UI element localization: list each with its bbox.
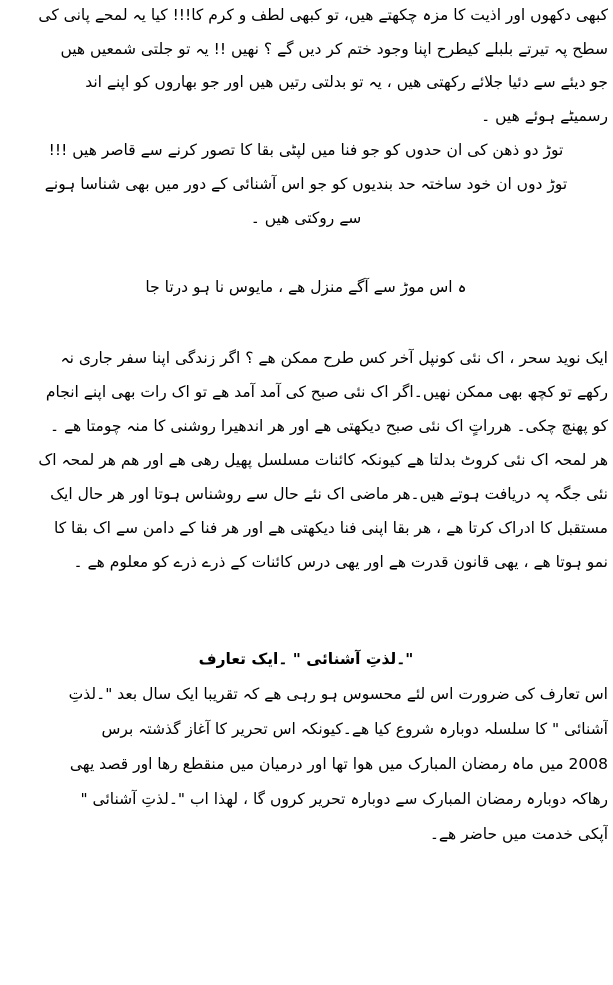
paragraph-3-line-5: نئی جگہ پہ دریافت ہوتے ھیں۔ھر ماضی اک نئے حال سے روشناس ہوتا اور ھر حال ایک — [50, 485, 608, 503]
paragraph-2-line-2: توڑ دوں ان خود ساختہ حد بندیوں کو جو اس آشنائی کے دور میں بھی شناسا ہونے — [44, 175, 568, 193]
paragraph-1-line-1: کبھی دکھوں اور اذیت کا مزہ چکھتے ھیں، تو کبھی لطف و کرم کا!!! کیا یہ لمحے پانی کی — [38, 6, 608, 24]
paragraph-4-line-5: آپکی خدمت میں حاضر ھے۔ — [429, 825, 608, 843]
paragraph-1-line-3: جو دیئے سے دئیا جلائے رکھتی ھیں ، یہ تو بدلتی رتیں ھیں اور جو بھاروں کو اپنے اند — [85, 73, 608, 91]
paragraph-2-line-1: توڑ دو ذھن کی ان حدوں کو جو فنا میں لپٹی بقا کا تصور کرنے سے قاصر ھیں !!! — [48, 141, 564, 159]
paragraph-4-line-4: رھاکہ دوبارہ رمضان المبارک سے دوبارہ تحریر کروں گا ، لھذا اب "۔لذتِ آشنائی " — [80, 790, 608, 808]
paragraph-3-line-1: ایک نوید سحر ، اک نئی کونپل آخر کس طرح ممکن ھے ؟ اگر زندگی اپنا سفر جاری نہ — [60, 349, 608, 367]
paragraph-3-line-2: رکھے تو کچھ بھی ممکن نھیں۔اگر اک نئی صبح کی آمد آمد ھے تو اک رات بھی اپنے انجام — [45, 383, 608, 401]
paragraph-3-line-4: ھر لمحہ اک نئی کروٹ بدلتا ھے کیونکہ کائنات مسلسل پھیل رھی ھے اور ھم ھر لمحہ اک — [38, 451, 608, 469]
section-heading: "۔لذتِ آشنائی " ۔ایک تعارف — [198, 650, 414, 668]
paragraph-3-line-6: مستقبل کا ادراک کرتا ھے ، ھر بقا اپنی فنا دیکھتی ھے اور ھر فنا کے دامن سے اک بقا کا — [53, 519, 608, 537]
paragraph-3-line-3: کو پھنچ چکی۔ ھرراتٍ اک نئی صبح دیکھتی ھے اور ھر اندھیرا روشنی کا منہ چومتا ھے ۔ — [49, 417, 608, 435]
paragraph-4-line-3: 2008 میں ماہ رمضان المبارک میں ھوا تھا اور درمیان میں منقطع رھا اور قصد یھی — [69, 755, 608, 773]
paragraph-1-line-4: رسمیٹے ہوئے ھیں ۔ — [481, 107, 608, 125]
paragraph-1-line-2: سطح پہ تیرتے بلبلے کیطرح اپنا وجود ختم کر دیں گے ؟ نھیں !! یہ تو جلتی شمعیں ھیں — [60, 40, 608, 58]
verse-line: ہ اس موڑ سے آگے منزل ھے ، مایوس نا ہو درتا جا — [145, 278, 467, 296]
paragraph-4-line-1: اس تعارف کی ضرورت اس لئے محسوس ہو رہی ھے کہ تقریبا ایک سال بعد "۔لذتِ — [68, 685, 608, 703]
paragraph-2-line-3: سے روکتی ھیں ۔ — [250, 209, 362, 227]
paragraph-4-line-2: آشنائی " کا سلسلہ دوبارہ شروع کیا ھے۔کیونکہ اس تحریر کا آغاز گذشتہ برس — [101, 720, 608, 738]
paragraph-3-line-7: نمو ہوتا ھے ، یھی قانون قدرت ھے اور یھی درس کائنات کے ذرے ذرے کو معلوم ھے ۔ — [73, 553, 608, 571]
